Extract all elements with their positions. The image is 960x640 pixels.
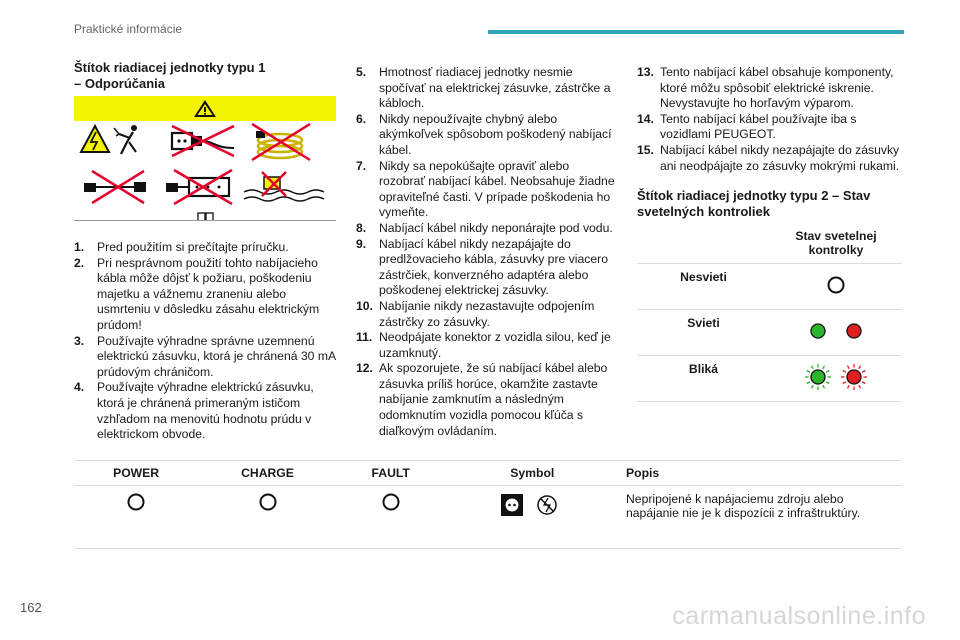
- power-led-cell: [74, 486, 198, 549]
- description-cell: Nepripojené k napájaciemu zdroju alebo napájanie nie je k dispozícii z infraštruktúry.: [620, 486, 902, 549]
- item-text: Nabíjací kábel nikdy nezapájajte do predlžovacieho kábla, zásuvky pre viacero zástrčiek, konverzného adaptéra alebo poškodenej elektrickej zásuvky.: [379, 236, 608, 298]
- middle-column: [356, 65, 618, 439]
- list-item: [356, 330, 618, 361]
- section-title-type1: Štítok riadiacej jednotky typu 1 – Odporúčania: [74, 60, 266, 91]
- socket-icon: [501, 494, 523, 516]
- column-header: Symbol: [445, 461, 620, 486]
- led-state-label: Bliká: [637, 356, 770, 402]
- item-number: 8.: [356, 220, 367, 235]
- item-text: Neodpájate konektor z vozidla silou, keď je uzamknutý.: [379, 330, 611, 360]
- led-off-icon: [796, 270, 876, 300]
- led-status-table: [637, 223, 902, 402]
- no-extension-socket-icon: [172, 126, 234, 156]
- no-power-icon: [538, 496, 556, 514]
- led-state-label: Svieti: [637, 310, 770, 356]
- table-row: [637, 310, 902, 356]
- list-item: [637, 112, 905, 143]
- led-status-header: Stav svetelnej kontrolky: [770, 223, 902, 264]
- item-number: 15.: [637, 142, 654, 157]
- warning-bottom-line: [74, 220, 336, 221]
- no-water-icon: [244, 172, 324, 201]
- column-header: POWER: [74, 461, 198, 486]
- list-item: [356, 237, 618, 299]
- item-text: Ak spozorujete, že sú nabíjací kábel alebo zásuvka príliš horúce, okamžite zastavte nabíjanie zamknutím a následným odomknutím vozidla pomocou kľúča s diaľkovým ovládaním.: [379, 361, 608, 438]
- item-text: Používajte výhradne správne uzemnenú elektrickú zásuvku, ktorá je chránená 30 mA prúdovým chráničom.: [97, 333, 336, 379]
- recommendations-list-3: [637, 65, 905, 174]
- item-text: Nabíjací kábel nikdy neponárajte pod vodu.: [379, 220, 613, 235]
- item-number: 4.: [74, 380, 85, 395]
- led-state-indicator: [770, 356, 902, 402]
- charge-led-cell: [198, 486, 337, 549]
- no-adapter-icon: [84, 171, 146, 203]
- table-row: [74, 486, 902, 549]
- led-on-icon: [796, 316, 876, 346]
- item-number: 12.: [356, 361, 373, 376]
- item-number: 9.: [356, 236, 367, 251]
- section-title-type2: Štítok riadiacej jednotky typu 2 – Stav svetelných kontroliek: [637, 188, 871, 220]
- item-number: 1.: [74, 240, 85, 254]
- column-header: FAULT: [337, 461, 445, 486]
- list-item: [637, 65, 905, 112]
- list-item: [74, 334, 336, 381]
- led-state-indicator: [770, 310, 902, 356]
- item-number: 7.: [356, 158, 367, 173]
- fault-led-cell: [337, 486, 445, 549]
- warning-triangle-icon: [194, 100, 216, 117]
- item-text: Tento nabíjací kábel obsahuje komponenty, ktoré môžu spôsobiť elektrické iskrenie. Nevystavujte ho horľavým výparom.: [660, 65, 894, 111]
- list-item: [74, 380, 336, 442]
- item-number: 6.: [356, 111, 367, 126]
- power-status-table: [74, 460, 902, 549]
- led-state-indicator: [770, 264, 902, 310]
- list-item: [356, 299, 618, 330]
- item-text: Tento nabíjací kábel používajte iba s vozidlami PEUGEOT.: [660, 111, 857, 142]
- list-item: [74, 240, 336, 256]
- item-number: 3.: [74, 333, 85, 348]
- warning-pictograms: [74, 96, 336, 221]
- item-text: Používajte výhradne elektrickú zásuvku, ktorá je chránená primeraným ističom vzhľadom na menovitú hodnotu prúdu v elektrickom obvode.: [97, 380, 314, 442]
- warning-label-graphic: [74, 96, 336, 221]
- led-off-icon: [126, 492, 146, 512]
- led-state-label: Nesvieti: [637, 264, 770, 310]
- item-text: Pred použitím si prečítajte príručku.: [97, 240, 289, 254]
- item-text: Nikdy sa nepokúšajte opraviť alebo rozobrať nabíjací kábel. Neobsahuje žiadne opraviteľné časti. V prípade poškodenia ho vymeňte.: [379, 158, 615, 220]
- list-item: [356, 112, 618, 159]
- item-text: Nikdy nepoužívajte chybný alebo akýmkoľvek spôsobom poškodený nabíjací kábel.: [379, 111, 612, 157]
- item-number: 2.: [74, 255, 85, 270]
- running-header: Praktické informácie: [74, 22, 183, 36]
- item-text: Hmotnosť riadiacej jednotky nesmie spočívať na elektrickej zásuvke, zástrčke a kábloch.: [379, 65, 611, 111]
- recommendations-list-1: [74, 240, 336, 443]
- led-blink-icon: [796, 362, 876, 392]
- item-number: 5.: [356, 65, 367, 79]
- column-header: CHARGE: [198, 461, 337, 486]
- no-coiled-cable-icon: [252, 124, 310, 160]
- list-item: [637, 143, 905, 174]
- item-number: 14.: [637, 111, 654, 126]
- recommendations-list-2: [356, 65, 618, 439]
- watermark: carmanualsonline.info: [672, 602, 926, 630]
- item-number: 13.: [637, 65, 654, 79]
- left-column: [74, 60, 336, 92]
- right-column: [637, 65, 905, 220]
- list-item: [356, 361, 618, 439]
- table-row: [637, 264, 902, 310]
- list-item: [356, 159, 618, 221]
- list-item: [74, 256, 336, 334]
- header-accent-bar: [488, 30, 904, 34]
- symbol-cell: [445, 486, 620, 549]
- no-multi-socket-icon: [166, 170, 232, 204]
- led-off-icon: [381, 492, 401, 512]
- item-number: 11.: [356, 330, 373, 345]
- list-item: [356, 65, 618, 112]
- item-text: Nabíjanie nikdy nezastavujte odpojením zástrčky zo zásuvky.: [379, 298, 595, 329]
- symbol-icons: [497, 492, 567, 518]
- list-item: [356, 221, 618, 237]
- item-text: Pri nesprávnom použití tohto nabíjacieho kábla môže dôjsť k požiaru, poškodeniu majetku a vážnemu zraneniu alebo usmrteniu v dôsledku zásahu elektrickým prúdom!: [97, 255, 320, 332]
- item-text: Nabíjací kábel nikdy nezapájajte do zásuvky ani neodpájajte zo zásuvky mokrými rukami.: [660, 142, 900, 173]
- item-number: 10.: [356, 298, 373, 313]
- table-row: [637, 356, 902, 402]
- page-number: 162: [20, 600, 42, 615]
- left-list-column: [74, 240, 336, 443]
- column-header: Popis: [620, 461, 902, 486]
- electric-shock-icon: [81, 125, 137, 154]
- led-off-icon: [258, 492, 278, 512]
